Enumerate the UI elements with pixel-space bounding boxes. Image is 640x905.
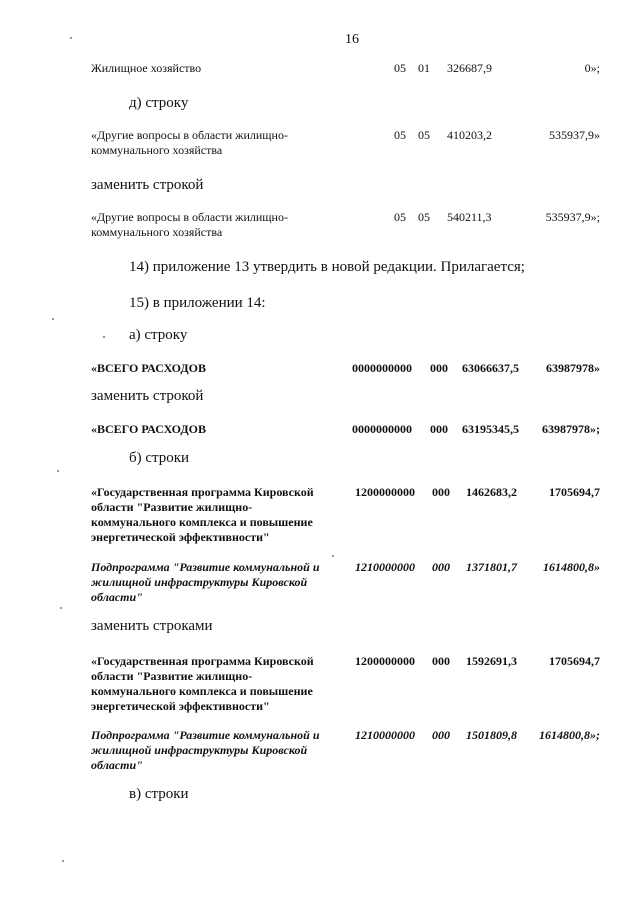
row-subprogram-old-value-2: 1614800,8» <box>543 560 600 574</box>
row-subprogram-new-name: Подпрограмма "Развитие коммунальной и жилищной инфраструктуры Кировской области" <box>91 728 320 772</box>
scan-speck <box>332 555 334 557</box>
replace-with-rows: заменить строками <box>91 618 213 634</box>
row-total-new-value-1: 63195345,5 <box>462 422 519 436</box>
row-subprogram-old-code: 1210000000 <box>355 560 415 574</box>
item-v: в) строки <box>129 786 189 802</box>
row-subprogram-old-name: Подпрограмма "Развитие коммунальной и жилищной инфраструктуры Кировской области" <box>91 560 320 604</box>
row-total-old-name: «ВСЕГО РАСХОДОВ <box>91 361 206 375</box>
row-total-old-code: 0000000000 <box>352 361 412 375</box>
row-housing-value-1: 326687,9 <box>447 61 492 75</box>
row-program-old-kind: 000 <box>432 485 450 499</box>
item-b: б) строки <box>129 450 190 466</box>
scan-speck <box>60 607 62 609</box>
row-subprogram-old-kind: 000 <box>432 560 450 574</box>
row-other-new-section: 05 <box>394 210 406 224</box>
item-d: д) строку <box>129 95 189 111</box>
page-number: 16 <box>345 32 359 47</box>
row-program-old-value-2: 1705694,7 <box>549 485 600 499</box>
row-total-new-name: «ВСЕГО РАСХОДОВ <box>91 422 206 436</box>
item-a: а) строку <box>129 327 188 343</box>
row-other-old-subsection: 05 <box>418 128 430 142</box>
row-total-old-kind: 000 <box>430 361 448 375</box>
row-program-new-kind: 000 <box>432 654 450 668</box>
row-total-new-code: 0000000000 <box>352 422 412 436</box>
item-15: 15) в приложении 14: <box>129 295 266 311</box>
row-total-old-value-2: 63987978» <box>546 361 600 375</box>
row-other-old-value-2: 535937,9» <box>549 128 600 142</box>
row-other-new-value-2: 535937,9»; <box>545 210 600 224</box>
row-program-new-name: «Государственная программа Кировской области "Развитие жилищно- коммунального комплекса и повышение энергетической эффективности" <box>91 654 314 713</box>
replace-with-row-2: заменить строкой <box>91 388 204 404</box>
row-subprogram-old-value-1: 1371801,7 <box>466 560 517 574</box>
row-other-old-section: 05 <box>394 128 406 142</box>
row-total-new-kind: 000 <box>430 422 448 436</box>
row-other-new-value-1: 540211,3 <box>447 210 492 224</box>
row-housing-value-2: 0»; <box>584 61 600 75</box>
row-housing-section: 05 <box>394 61 406 75</box>
row-program-old-name: «Государственная программа Кировской области "Развитие жилищно- коммунального комплекса и повышение энергетической эффективности" <box>91 485 314 544</box>
row-program-new-value-2: 1705694,7 <box>549 654 600 668</box>
row-total-new-value-2: 63987978»; <box>542 422 600 436</box>
row-other-old-name: «Другие вопросы в области жилищно- коммунального хозяйства <box>91 128 288 157</box>
row-total-old-value-1: 63066637,5 <box>462 361 519 375</box>
row-subprogram-new-value-1: 1501809,8 <box>466 728 517 742</box>
row-housing-name: Жилищное хозяйство <box>91 61 202 75</box>
scan-speck <box>57 470 59 472</box>
item-14: 14) приложение 13 утвердить в новой редакции. Прилагается; <box>129 259 525 275</box>
scan-speck <box>52 318 54 320</box>
row-subprogram-new-value-2: 1614800,8»; <box>539 728 600 742</box>
row-program-old-value-1: 1462683,2 <box>466 485 517 499</box>
replace-with-row-1: заменить строкой <box>91 177 204 193</box>
row-other-new-name: «Другие вопросы в области жилищно- коммунального хозяйства <box>91 210 288 239</box>
row-other-new-subsection: 05 <box>418 210 430 224</box>
row-subprogram-new-code: 1210000000 <box>355 728 415 742</box>
row-other-old-value-1: 410203,2 <box>447 128 492 142</box>
scan-speck <box>70 37 72 39</box>
row-program-new-value-1: 1592691,3 <box>466 654 517 668</box>
row-subprogram-new-kind: 000 <box>432 728 450 742</box>
row-housing-subsection: 01 <box>418 61 430 75</box>
row-program-old-code: 1200000000 <box>355 485 415 499</box>
row-program-new-code: 1200000000 <box>355 654 415 668</box>
scan-speck <box>62 860 64 862</box>
scan-speck <box>103 336 105 338</box>
